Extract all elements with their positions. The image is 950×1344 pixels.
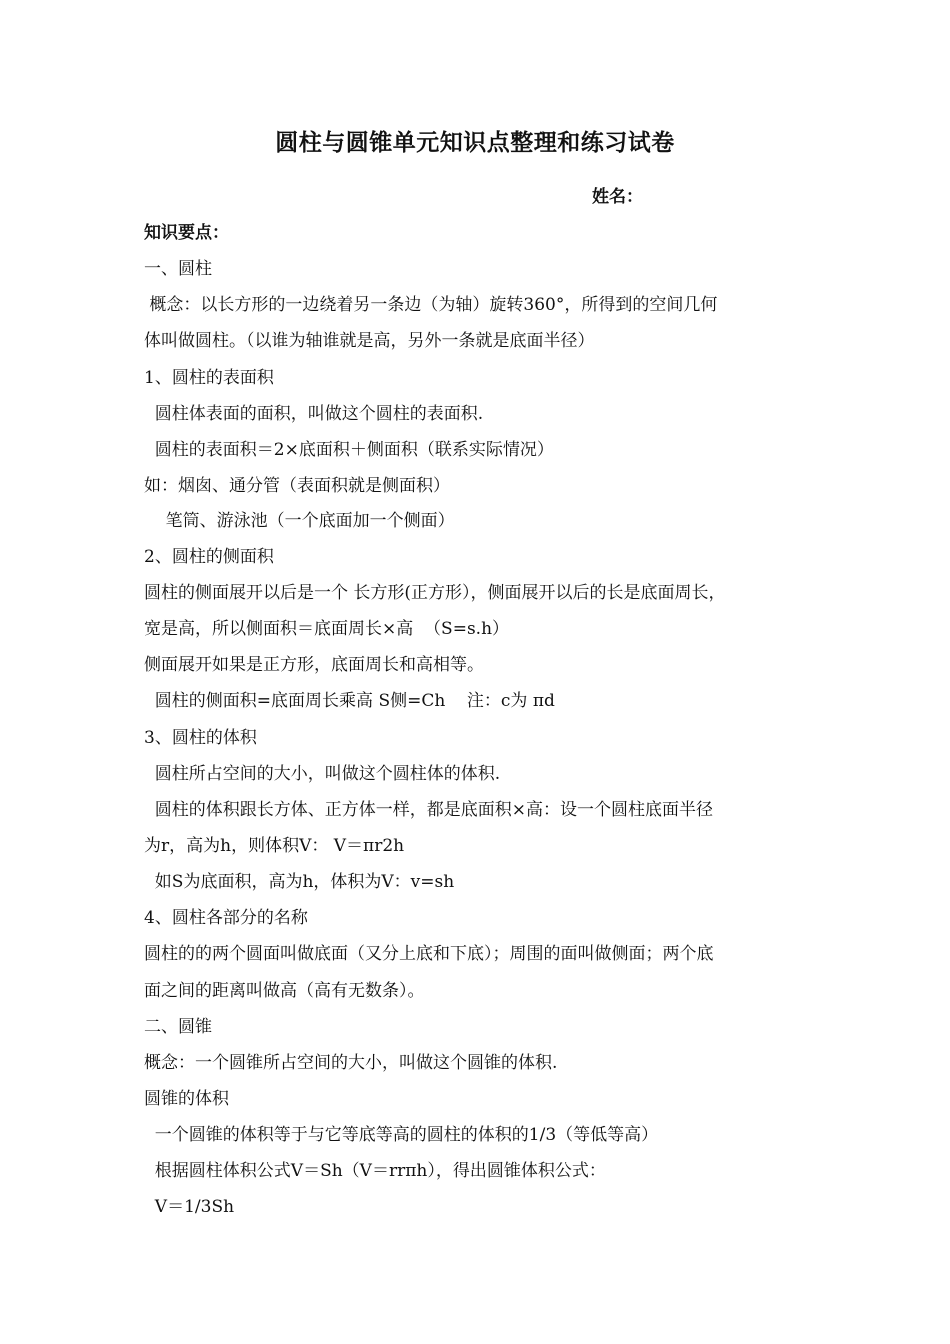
text-line: 根据圆柱体积公式V＝Sh（V＝rrπh），得出圆锥体积公式：	[144, 1161, 606, 1181]
subheading-volume: 3、圆柱的体积	[144, 728, 257, 748]
text-line: 概念：以长方形的一边绕着另一条边（为轴）旋转360°，所得到的空间几何	[144, 295, 718, 315]
text-line: 侧面展开如果是正方形，底面周长和高相等。	[144, 655, 484, 675]
text-line: 宽是高，所以侧面积＝底面周长×高 （S=s.h）	[144, 619, 510, 639]
subheading-lateral-area: 2、圆柱的侧面积	[144, 547, 274, 567]
name-label: 姓名：	[592, 187, 643, 207]
text-line: 笔筒、游泳池（一个底面加一个侧面）	[144, 511, 455, 531]
text-line: 一个圆锥的体积等于与它等底等高的圆柱的体积的1/3（等低等高）	[144, 1125, 659, 1145]
text-line: 体叫做圆柱。（以谁为轴谁就是高，另外一条就是底面半径）	[144, 331, 595, 351]
text-line: 圆柱所占空间的大小，叫做这个圆柱体的体积.	[144, 764, 501, 784]
text-line: 圆柱的体积跟长方体、正方体一样，都是底面积×高：设一个圆柱底面半径	[144, 800, 714, 820]
page-title: 圆柱与圆锥单元知识点整理和练习试卷	[275, 130, 675, 156]
text-line: 圆柱体表面的面积，叫做这个圆柱的表面积.	[144, 404, 484, 424]
text-line: 面之间的距离叫做高（高有无数条）。	[144, 981, 425, 1001]
text-line: 圆柱的侧面积=底面周长乘高 S侧=Ch 注：c为 πd	[144, 691, 555, 711]
section-heading-cylinder: 一、圆柱	[144, 259, 212, 279]
section-heading-cone: 二、圆锥	[144, 1017, 212, 1037]
subheading-cone-volume: 圆锥的体积	[144, 1089, 229, 1109]
text-line: 如：烟囱、通分管（表面积就是侧面积）	[144, 476, 450, 496]
text-line: 如S为底面积，高为h，体积为V：v=sh	[144, 872, 455, 892]
subheading-part-names: 4、圆柱各部分的名称	[144, 908, 308, 928]
text-line: 圆柱的侧面展开以后是一个 长方形(正方形），侧面展开以后的长是底面周长，	[144, 583, 726, 603]
text-line: 为r，高为h，则体积V： V＝πr2h	[144, 836, 405, 856]
text-line: 圆柱的的两个圆面叫做底面（又分上底和下底）；周围的面叫做侧面；两个底	[144, 944, 714, 964]
formula-line: V＝1/3Sh	[144, 1197, 235, 1217]
subheading-surface-area: 1、圆柱的表面积	[144, 368, 274, 388]
section-heading-key-points: 知识要点：	[144, 223, 229, 243]
text-line: 圆柱的表面积＝2×底面积＋侧面积（联系实际情况）	[144, 440, 554, 460]
text-line: 概念：一个圆锥所占空间的大小，叫做这个圆锥的体积.	[144, 1053, 558, 1073]
